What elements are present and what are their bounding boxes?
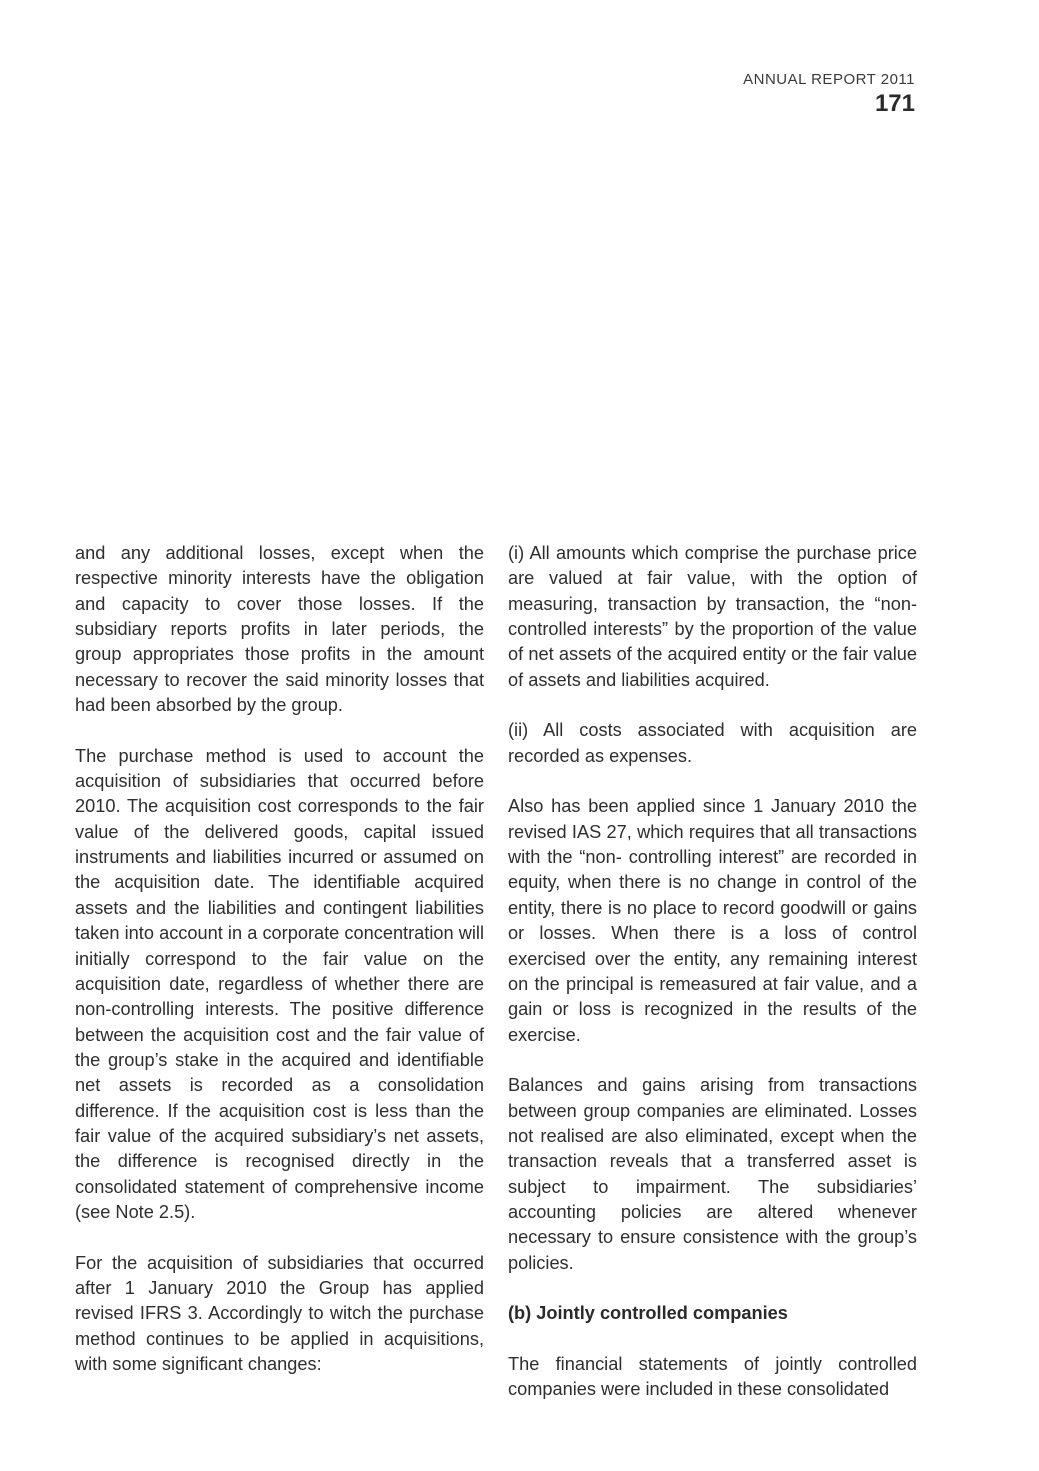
right-column: [508, 541, 917, 1403]
paragraph: Also has been applied since 1 January 2010 the revised IAS 27, which requires that all transactions with the “non- controlling interest” are recorded in equity, when there is no change in control of the entity, there is no place to record goodwill or gains or losses. When there is a loss of control exercised over the entity, any remaining interest on the principal is remeasured at fair value, and a gain or loss is recognized in the results of the exercise.: [508, 796, 917, 1045]
paragraph: Balances and gains arising from transactions between group companies are eliminated. Losses not realised are also eliminated, except when the transaction reveals that a transferred asset is subject to impairment. The subsidiaries’ accounting policies are altered whenever necessary to ensure consistence with the group’s policies.: [508, 1075, 917, 1273]
paragraph: For the acquisition of subsidiaries that occurred after 1 January 2010 the Group has applied revised IFRS 3. Accordingly to witch the purchase method continues to be applied in acquisitions, with some significant changes:: [75, 1252, 484, 1374]
section-heading: (b) Jointly controlled companies: [508, 1303, 788, 1324]
left-column: [75, 541, 484, 1377]
page-number: 171: [874, 90, 915, 117]
page-header: [743, 70, 915, 117]
paragraph: The financial statements of jointly controlled companies were included in these consolidated: [508, 1354, 917, 1400]
report-title: ANNUAL REPORT 2011: [743, 71, 915, 88]
paragraph: and any additional losses, except when the respective minority interests have the obligation and capacity to cover those losses. If the subsidiary reports profits in later periods, the group appropriates those profits in the amount necessary to recover the said minority losses that had been absorbed by the group.: [75, 543, 484, 716]
paragraph: (ii) All costs associated with acquisition are recorded as expenses.: [508, 720, 917, 766]
paragraph: (i) All amounts which comprise the purchase price are valued at fair value, with the option of measuring, transaction by transaction, the “non-controlled interests” by the proportion of the value of net assets of the acquired entity or the fair value of assets and liabilities acquired.: [508, 543, 917, 690]
paragraph: The purchase method is used to account the acquisition of subsidiaries that occurred before 2010. The acquisition cost corresponds to the fair value of the delivered goods, capital issued instruments and liabilities incurred or assumed on the acquisition date. The identifiable acquired assets and the liabilities and contingent liabilities taken into account in a corporate concentration will initially correspond to the fair value on the acquisition date, regardless of whether there are non-controlling interests. The positive difference between the acquisition cost and the fair value of the group’s stake in the acquired and identifiable net assets is recorded as a consolidation difference. If the acquisition cost is less than the fair value of the acquired subsidiary’s net assets, the difference is recognised directly in the consolidated statement of comprehensive income (see Note 2.5).: [75, 745, 484, 1222]
